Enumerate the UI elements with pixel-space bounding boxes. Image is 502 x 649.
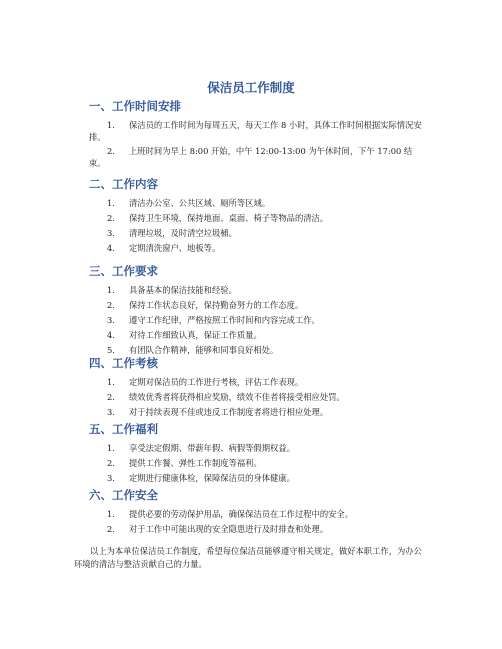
list-item	[89, 212, 425, 224]
item-text: 清洁办公室、公共区域、厕所等区域。	[129, 198, 271, 208]
item-text: 保持卫生环境，保持地面、桌面、椅子等物品的清洁。	[129, 213, 329, 223]
item-text: 绩效优秀者将获得相应奖励，绩效不佳者将接受相应处罚。	[129, 392, 345, 402]
item-number: 1.	[107, 285, 115, 295]
item-text: 上班时间为早上 8:00 开始，中午 12:00-13:00 为午休时间，下午 17:00 结束。	[89, 146, 413, 168]
item-number: 1.	[107, 509, 115, 519]
item-number: 4.	[107, 330, 115, 340]
section-heading-work-hours: 一、工作时间安排	[89, 99, 181, 113]
section-heading-assessment: 四、工作考核	[89, 356, 158, 370]
list-item	[89, 329, 425, 341]
list-item	[89, 523, 425, 535]
item-text: 享受法定假期、带薪年假、病假等假期权益。	[129, 443, 295, 453]
item-text: 定期进行健康体检，保障保洁员的身体健康。	[129, 473, 295, 483]
list-item	[89, 508, 425, 520]
item-number: 5.	[107, 345, 115, 355]
section-heading-requirements: 三、工作要求	[89, 264, 158, 278]
item-text: 具备基本的保洁技能和经验。	[129, 285, 237, 295]
item-number: 1.	[107, 443, 115, 453]
item-number: 2.	[107, 458, 115, 468]
item-text: 对于工作中可能出现的安全隐患进行及时排查和处理。	[129, 524, 329, 534]
section-heading-benefits: 五、工作福利	[89, 422, 158, 436]
list-item	[89, 145, 425, 169]
item-text: 提供工作餐、弹性工作制度等福利。	[129, 458, 262, 468]
item-text: 保洁员的工作时间为每周五天，每天工作 8 小时，具体工作时间根据实际情况安排。	[89, 120, 422, 142]
closing-paragraph: 以上为本单位保洁员工作制度，希望每位保洁员能够遵守相关规定，做好本职工作，为办公环境的清洁与整洁贡献自己的力量。	[74, 546, 422, 569]
item-number: 2.	[107, 213, 115, 223]
item-number: 3.	[107, 228, 115, 238]
list-item	[89, 197, 425, 209]
list-item	[89, 442, 425, 454]
item-number: 3.	[107, 407, 115, 417]
item-number: 2.	[107, 392, 115, 402]
list-item	[89, 314, 425, 326]
item-number: 3.	[107, 473, 115, 483]
section-heading-work-content: 二、工作内容	[89, 177, 158, 191]
item-number: 2.	[107, 524, 115, 534]
item-number: 1.	[107, 377, 115, 387]
list-item	[89, 284, 425, 296]
item-text: 清理垃圾，及时清空垃圾桶。	[129, 228, 237, 238]
list-item	[89, 406, 425, 418]
item-text: 对于持续表现不佳或违反工作制度者将进行相应处理。	[129, 407, 329, 417]
item-number: 2.	[107, 146, 115, 156]
list-item	[89, 457, 425, 469]
list-item	[89, 227, 425, 239]
item-text: 对待工作细致认真，保证工作质量。	[129, 330, 262, 340]
item-text: 定期清洗窗户、地板等。	[129, 243, 221, 253]
item-text: 遵守工作纪律，严格按照工作时间和内容完成工作。	[129, 315, 320, 325]
list-item	[89, 299, 425, 311]
item-text: 定期对保洁员的工作进行考核，评估工作表现。	[129, 377, 304, 387]
item-number: 1.	[107, 198, 115, 208]
list-item	[89, 242, 425, 254]
item-text: 有团队合作精神，能够和同事良好相处。	[129, 345, 279, 355]
item-number: 1.	[107, 120, 115, 130]
list-item	[89, 472, 425, 484]
item-number: 4.	[107, 243, 115, 253]
document-title: 保洁员工作制度	[207, 80, 295, 95]
item-text: 保持工作状态良好，保持勤奋努力的工作态度。	[129, 300, 304, 310]
list-item	[89, 376, 425, 388]
item-text: 提供必要的劳动保护用品，确保保洁员在工作过程中的安全。	[129, 509, 354, 519]
item-number: 3.	[107, 315, 115, 325]
list-item	[89, 119, 425, 143]
list-item	[89, 391, 425, 403]
item-number: 2.	[107, 300, 115, 310]
section-heading-safety: 六、工作安全	[89, 488, 158, 502]
list-item	[89, 344, 425, 356]
